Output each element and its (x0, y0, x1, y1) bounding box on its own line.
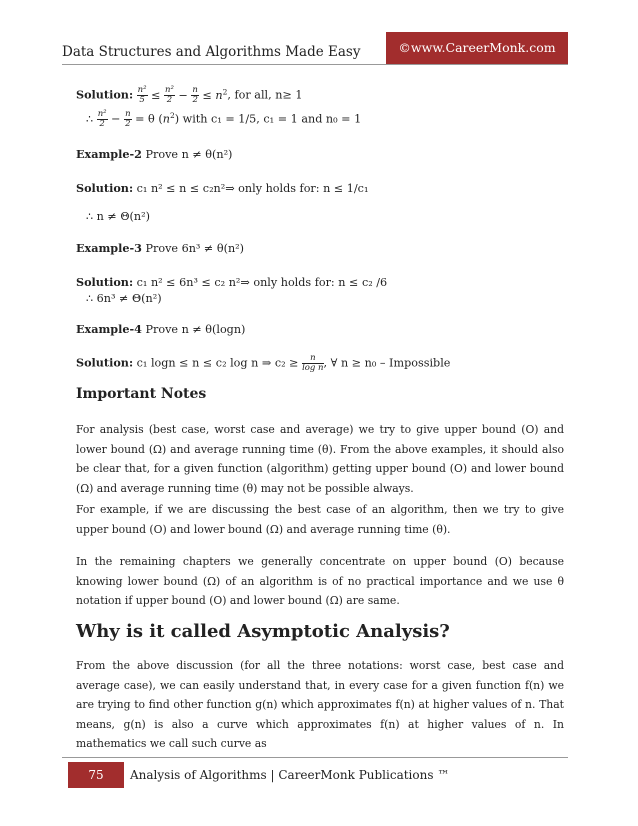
notes-paragraph-1: For analysis (best case, worst case and average) we try to give upper bound (O) and lower bound (Ω) and average running time (θ). From the above examples, it should also be clear that, for a given function (algorithm) getting upper bound (O) and lower bound (Ω) and average running time (θ) may not be possible always. (76, 423, 564, 495)
n-over-logn-fraction: $\frac{n}{\text{log n}}$ (302, 353, 324, 373)
example-3 (76, 241, 244, 256)
example-3-text: Prove 6n³ ≠ θ(n²) (141, 242, 245, 255)
why-paragraph-1: From the above discussion (for all the three notations: worst case, best case and average case), we can easily understand that, in every case for a given function f(n) we are trying to find other function g(n) which approximates f(n) at higher values of n. That means, g(n) is also a curve which approximates f(n) at higher values of n. In mathematics we call such curve as (76, 659, 564, 750)
solution-1-tail: , for all, n≥ 1 (227, 88, 303, 102)
footer-text: Analysis of Algorithms | CareerMonk Publications ™ (130, 768, 450, 782)
example-3-conclusion: ∴ 6n³ ≠ Θ(n²) (86, 292, 162, 305)
example-4-solution-text-2: , ∀ n ≥ n₀ – Impossible (323, 356, 451, 370)
example-3-label: Example-3 (76, 241, 142, 255)
example-2-solution (76, 181, 368, 196)
example-4-solution-text-1: c₁ logn ≤ n ≤ c₂ log n ⇒ c₂ ≥ (133, 356, 303, 370)
solution-label: Solution: (76, 87, 134, 102)
header-site-badge: ©www.CareerMonk.com (386, 32, 568, 64)
solution-1-inequality: $\frac{\text{n²}}{5}$ ≤ $\frac{\text{n²}}{2}$ − $\frac{n}{2}$ ≤ $n^2$ (137, 85, 228, 105)
example-2-text: Prove n ≠ θ(n²) (141, 148, 233, 161)
solution-label: Solution: (76, 181, 134, 195)
example-4-text: Prove n ≠ θ(logn) (141, 323, 246, 336)
solution-1-constants: with c₁ = 1/5, c₁ = 1 and n₀ = 1 (179, 112, 362, 126)
notes-paragraph-2: For example, if we are discussing the best case of an algorithm, then we try to give upper bound (O) and lower bound (Ω) and average running time (θ). (76, 503, 564, 536)
example-2 (76, 147, 232, 162)
example-2-solution-text: c₁ n² ≤ n ≤ c₂n²⇒ only holds for: n ≤ 1/c₁ (133, 182, 369, 195)
example-4 (76, 322, 245, 337)
example-2-conclusion: ∴ n ≠ Θ(n²) (86, 210, 150, 223)
example-2-label: Example-2 (76, 147, 142, 161)
footer-divider (62, 757, 568, 758)
example-3-solution (76, 275, 387, 290)
solution-1-line-2: ∴ $\frac{\text{n²}}{2}$ − $\frac{n}{2}$ = θ $(n^2)$ with c₁ = 1/5, c₁ = 1 and n₀ = 1 (86, 109, 362, 129)
solution-label: Solution: (76, 275, 134, 289)
header-divider (62, 64, 568, 65)
header-title: Data Structures and Algorithms Made Easy (62, 44, 361, 60)
page-number: 75 (68, 762, 124, 788)
example-3-solution-text: c₁ n² ≤ 6n³ ≤ c₂ n²⇒ only holds for: n ≤ c₂ /6 (133, 276, 388, 289)
important-notes-heading: Important Notes (76, 386, 207, 402)
notes-paragraph-3: In the remaining chapters we generally concentrate on upper bound (O) because knowing lower bound (Ω) of an algorithm is of no practical importance and we use θ notation if upper bound (O) and lower bound (Ω) are same. (76, 555, 564, 607)
example-4-solution (76, 354, 450, 373)
solution-label: Solution: (76, 355, 134, 370)
example-4-label: Example-4 (76, 322, 142, 336)
why-asymptotic-heading: Why is it called Asymptotic Analysis? (76, 621, 450, 642)
solution-1-line-1 (76, 86, 303, 105)
